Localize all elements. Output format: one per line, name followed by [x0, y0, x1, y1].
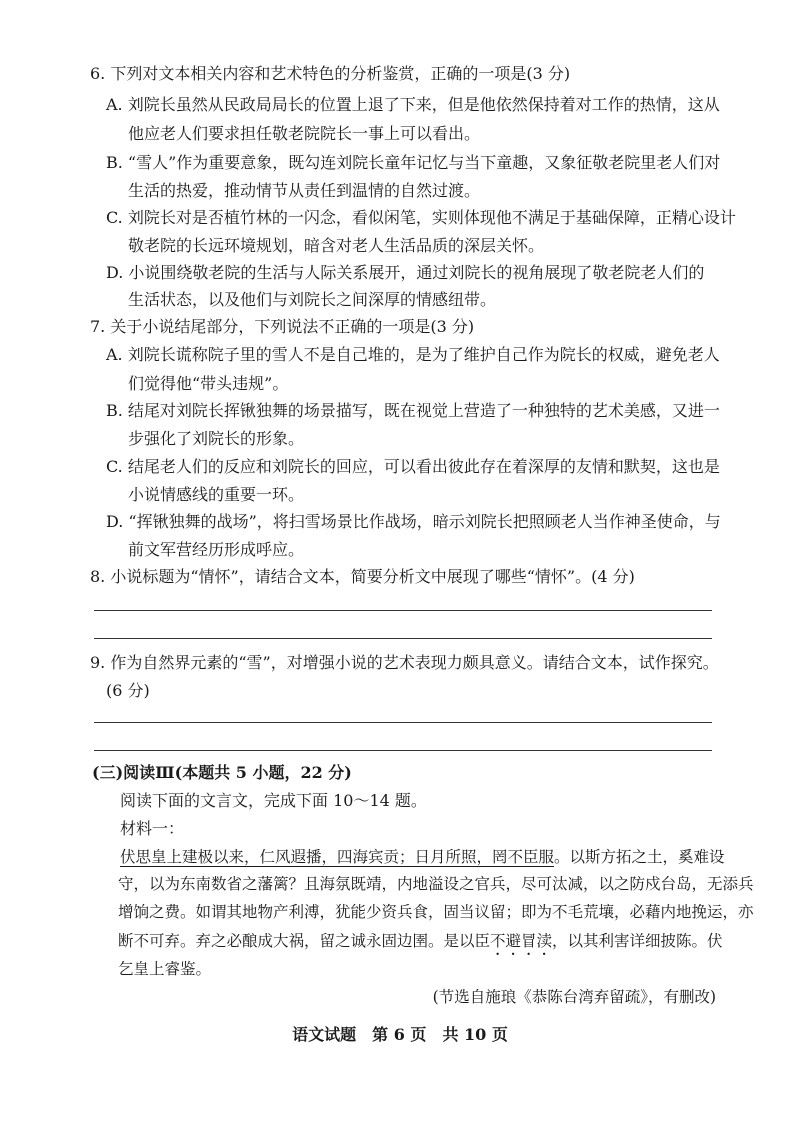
question-9-points: (6 分)	[106, 681, 150, 700]
question-7-option-d-line2: 前文军营经历形成呼应。	[128, 540, 305, 559]
material-1-label: 材料一：	[120, 819, 185, 838]
question-6-option-d-line2: 生活状态，以及他们与刘院长之间深厚的情感纽带。	[128, 290, 497, 309]
footer-page-number: 第 6 页	[372, 1025, 427, 1044]
section-3-title: (三)阅读Ⅲ(本题共 5 小题，22 分)	[92, 763, 352, 782]
page-footer	[0, 1024, 800, 1046]
classical-line-1	[120, 846, 725, 868]
classical-line-4	[118, 930, 723, 959]
question-7-option-b-line2: 步强化了刘院长的形象。	[128, 429, 305, 448]
classical-line-1-underlined: 伏思皇上建极以来，仁风遐播，四海宾贡；日月所照，罔不臣服	[120, 848, 555, 866]
classical-line-4-a: 断不可弃。弃之必酿成大祸，留之诚永固边圉。是以臣	[118, 932, 491, 950]
question-6-option-a-line2: 他应老人们要求担任敬老院院长一事上可以看出。	[128, 124, 481, 143]
question-7-option-c-line2: 小说情感线的重要一环。	[128, 485, 305, 504]
question-9-stem-line1: 9. 作为自然界元素的“雪”，对增强小说的艺术表现力颇具意义。请结合文本，试作探究。	[90, 653, 719, 672]
question-6-option-a-line1: A. 刘院长虽然从民政局局长的位置上退了下来，但是他依然保持着对工作的热情，这从	[106, 95, 720, 114]
question-6-option-b-line2: 生活的热爱，推动情节从责任到温情的自然过渡。	[128, 181, 481, 200]
question-6-option-c-line2: 敬老院的长远环境规划，暗含对老人生活品质的深层关怀。	[128, 236, 545, 255]
classical-line-2: 守，以为东南数省之藩篱？且海氛既靖，内地溢设之官兵，尽可汰减，以之防戍台岛，无添兵	[118, 875, 754, 893]
question-6-option-d-line1: D. 小说围绕敬老院的生活与人际关系展开，通过刘院长的视角展现了敬老院老人们的	[106, 263, 705, 282]
classical-line-5: 乞皇上睿鉴。	[118, 960, 212, 978]
question-7-option-d-line1: D. “挥锹独舞的战场”，将扫雪场景比作战场，暗示刘院长把照顾老人当作神圣使命，与	[106, 512, 721, 531]
question-7-option-b-line1: B. 结尾对刘院长挥锹独舞的场景描写，既在视觉上营造了一种独特的艺术美感，又进一	[106, 401, 720, 420]
question-6-option-b-line1: B. “雪人”作为重要意象，既勾连刘院长童年记忆与当下童趣，又象征敬老院里老人们对	[106, 153, 721, 172]
question-8-answer-line-1[interactable]	[94, 610, 712, 611]
question-6-stem: 6. 下列对文本相关内容和艺术特色的分析鉴赏，正确的一项是(3 分)	[90, 64, 571, 83]
classical-line-3: 增饷之费。如谓其地物产利溥，犹能少资兵食，固当议留；即为不毛荒壤，必藉内地挽运，亦	[118, 903, 754, 921]
question-8-answer-line-2[interactable]	[94, 638, 712, 639]
question-8-stem: 8. 小说标题为“情怀”，请结合文本，简要分析文中展现了哪些“情怀”。(4 分)	[90, 567, 635, 586]
passage-source: (节选自施琅《恭陈台湾弃留疏》，有删改)	[432, 988, 716, 1006]
question-9-answer-line-2[interactable]	[94, 750, 712, 751]
question-7-option-a-line1: A. 刘院长谎称院子里的雪人不是自己堆的，是为了维护自己作为院长的权威，避免老人	[106, 345, 720, 364]
question-7-stem: 7. 关于小说结尾部分，下列说法不正确的一项是(3 分)	[90, 317, 475, 336]
classical-line-1-rest: 。以斯方拓之土，奚难设	[554, 848, 725, 866]
classical-line-4-emphasis: 不避冒渎	[490, 932, 553, 950]
question-7-option-a-line2: 们觉得他“带头违规”。	[128, 374, 289, 393]
footer-subject: 语文试题	[292, 1025, 357, 1044]
classical-line-4-b: ，以其利害详细披陈。伏	[552, 932, 723, 950]
question-6-option-c-line1: C. 刘院长对是否植竹林的一闪念，看似闲笔，实则体现他不满足于基础保障，正精心设计	[106, 208, 736, 227]
section-3-instruction: 阅读下面的文言文，完成下面 10～14 题。	[120, 791, 427, 810]
question-9-answer-line-1[interactable]	[94, 722, 712, 723]
question-7-option-c-line1: C. 结尾老人们的反应和刘院长的回应，可以看出彼此存在着深厚的友情和默契，这也是	[106, 457, 720, 476]
footer-total-pages: 共 10 页	[442, 1025, 508, 1044]
